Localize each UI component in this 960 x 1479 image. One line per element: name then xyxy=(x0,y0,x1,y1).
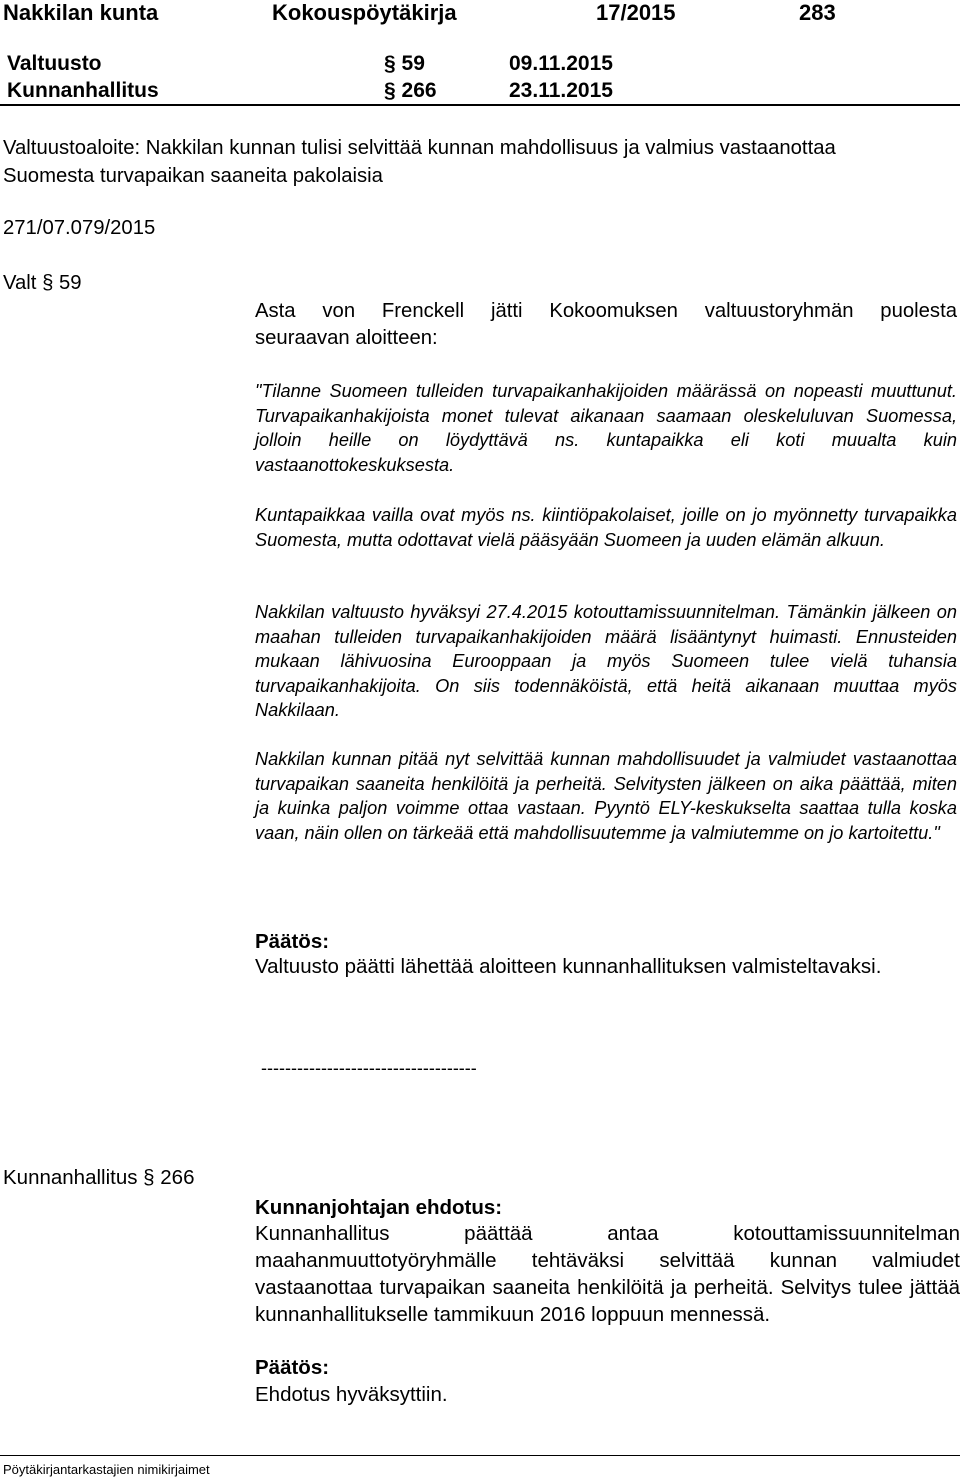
valt-decision-heading: Päätös: xyxy=(255,930,330,953)
header-page-number: 283 xyxy=(799,0,836,25)
quote-paragraph-2 xyxy=(255,503,957,552)
kh-decision-heading: Päätös: xyxy=(255,1356,330,1379)
header-doc-type: Kokouspöytäkirja xyxy=(272,0,457,25)
header-municipality: Nakkilan kunta xyxy=(3,0,159,25)
valt-intro-line-1: Asta von Frenckell jätti Kokoomuksen valtuustoryhmän puolesta xyxy=(255,300,957,322)
kh-decision-text: Ehdotus hyväksyttiin. xyxy=(255,1383,448,1406)
meta-date-valtuusto: 09.11.2015 xyxy=(509,52,613,75)
quote-paragraph-2-text: Kuntapaikkaa vailla ovat myös ns. kiintiöpakolaiset, joille on jo myönnetty turvapaikka Suomesta, mutta odottavat vielä pääsyään Suomeen ja uuden elämän alkuun. xyxy=(255,505,957,550)
meta-body-kunnanhallitus: Kunnanhallitus xyxy=(7,79,159,102)
title-line-2: Suomesta turvapaikan saaneita pakolaisia xyxy=(3,165,383,187)
kh-proposal-heading: Kunnanjohtajan ehdotus: xyxy=(255,1196,503,1219)
kh-proposal xyxy=(255,1220,960,1328)
kh-proposal-text: Kunnanhallitus päättää antaa kotouttamissuunnitelman maahanmuuttotyöryhmälle tehtäväksi selvittää kunnan valmiudet vastaanottaa turvapaikan saaneita henkilöitä ja perheitä. Selvitys tulee jättää kunnanhallitukselle tammikuun 2016 loppuun mennessä. xyxy=(255,1222,960,1326)
quote-paragraph-4-text: Nakkilan kunnan pitää nyt selvittää kunnan mahdollisuudet ja valmiudet vastaanottaa turvapaikan saaneita henkilöitä ja perheitä. Selvitysten jälkeen on aika päättää, miten ja kuinka paljon voimme ottaa vastaan. Pyyntö ELY-keskukselta saattaa tulla koska vaan, näin ollen on tärkeää että mahdollisuutemme ja valmiutemme on jo kartoitettu." xyxy=(255,749,957,843)
valt-decision-text: Valtuusto päätti lähettää aloitteen kunnanhallituksen valmisteltavaksi. xyxy=(255,955,882,978)
quote-paragraph-3 xyxy=(255,600,957,723)
meta-date-kunnanhallitus: 23.11.2015 xyxy=(509,79,613,102)
meta-body-valtuusto: Valtuusto xyxy=(7,52,102,75)
quote-paragraph-1-text: "Tilanne Suomeen tulleiden turvapaikanhakijoiden määrässä on nopeasti muuttunut. Turvapaikanhakijoista monet tulevat aikanaan saamaan oleskeluluvan Suomessa, jolloin heille on löydyttävä ns. kuntapaikka eli koti muualta kuin vastaanottokeskuksesta. xyxy=(255,381,957,475)
quote-paragraph-3-text: Nakkilan valtuusto hyväksyi 27.4.2015 kotouttamissuunnitelman. Tämänkin jälkeen on maahan tulleiden turvapaikanhakijoiden määrä lisääntynyt huimasti. Ennusteiden mukaan lähivuosina Eurooppaan ja myös Suomeen tulee vielä tuhansia turvapaikanhakijoita. On siis todennäköistä, että heitä aikanaan muuttaa myös Nakkilaan. xyxy=(255,602,957,721)
valt-section-label: Valt § 59 xyxy=(3,272,82,294)
header-doc-number: 17/2015 xyxy=(596,0,676,25)
footer-initials-label: Pöytäkirjantarkastajien nimikirjaimet xyxy=(3,1462,210,1477)
footer-divider xyxy=(0,1455,960,1456)
quote-paragraph-1 xyxy=(255,379,957,477)
meta-section-valtuusto: § 59 xyxy=(384,52,425,75)
quote-paragraph-4 xyxy=(255,747,957,845)
header-divider xyxy=(0,104,960,106)
valt-decision xyxy=(255,954,960,980)
meta-section-kunnanhallitus: § 266 xyxy=(384,79,437,102)
kh-section-label: Kunnanhallitus § 266 xyxy=(3,1166,195,1189)
valt-intro-line-2: seuraavan aloitteen: xyxy=(255,327,438,349)
reference-number: 271/07.079/2015 xyxy=(3,217,156,239)
title-line-1: Valtuustoaloite: Nakkilan kunnan tulisi selvittää kunnan mahdollisuus ja valmius vastaanottaa xyxy=(3,137,836,159)
section-separator: ------------------------------------ xyxy=(261,1058,477,1078)
